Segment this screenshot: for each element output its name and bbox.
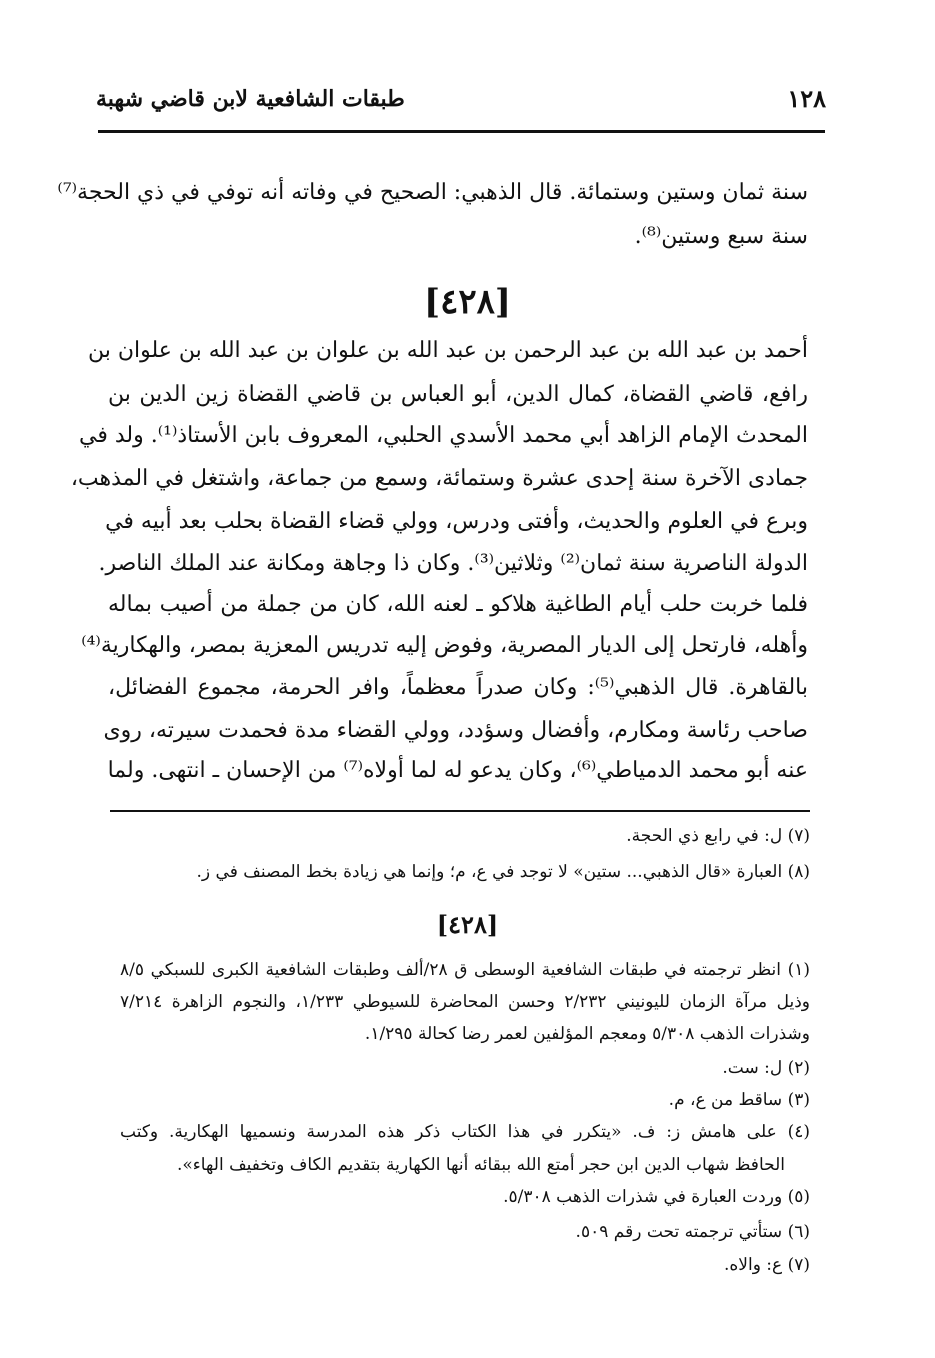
footnote: (٨) العبارة «قال الذهبي... ستين» لا توجد في ع، م؛ وإنما هي زيادة بخط المصنف في ز. — [196, 862, 810, 882]
running-header — [96, 84, 826, 124]
book-title: طبقات الشافعية لابن قاضي شهبة — [96, 86, 405, 112]
footnote-rule — [110, 810, 810, 812]
entry-line: الدولة الناصرية سنة ثمان⁽²⁾ وثلاثين⁽³⁾. وكان ذا وجاهة ومكانة عند الملك الناصر. — [98, 551, 808, 576]
footnote: (٣) ساقط من ع، م. — [668, 1090, 810, 1110]
continued-line: سنة سبع وستين⁽⁸⁾. — [634, 224, 808, 249]
footnote: (٢) ل: ست. — [722, 1058, 810, 1078]
entry-line: وبرع في العلوم والحديث، وأفتى ودرس، وولي قضاء القضاة بحلب بعد أبيه في — [105, 509, 808, 534]
entry-line: جمادى الآخرة سنة إحدى عشرة وستمائة، وسمع من جماعة، واشتغل في المذهب، — [70, 466, 808, 491]
entry-line: أحمد بن عبد الله بن عبد الرحمن بن عبد الله بن علوان بن عبد الله بن علوان بن — [88, 338, 808, 363]
footnote: وشذرات الذهب ٥/٣٠٨ ومعجم المؤلفين لعمر رضا كحالة ١/٢٩٥. — [364, 1024, 810, 1044]
page-number: ١٢٨ — [787, 84, 826, 113]
entry-line: فلما خربت حلب أيام الطاغية هلاكو ـ لعنه الله، كان من جملة من أصيب بماله — [108, 592, 808, 617]
footnote: وذيل مرآة الزمان لليونيني ٢/٢٣٢ وحسن المحاضرة للسيوطي ١/٢٣٣، والنجوم الزاهرة ٧/٢١٤ — [120, 992, 810, 1012]
footnote: (٧) ل: في رابع ذي الحجة. — [626, 826, 810, 846]
entry-line: المحدث الإمام الزاهد أبي محمد الأسدي الحلبي، المعروف بابن الأستاذ⁽¹⁾. ولد في — [79, 423, 808, 448]
entry-line: بالقاهرة. قال الذهبي⁽⁵⁾: وكان صدراً معظماً، وافر الحرمة، مجموع الفضائل، — [108, 675, 808, 700]
footnote: (٥) وردت العبارة في شذرات الذهب ٥/٣٠٨. — [503, 1187, 810, 1207]
header-rule — [98, 130, 825, 133]
entry-line: صاحب رئاسة ومكارم، وأفضال وسؤدد، وولي القضاء مدة فحمدت سيرته، روى — [103, 718, 808, 743]
footnotes-entry-number: [٤٢٨] — [436, 910, 499, 939]
continued-line: سنة ثمان وستين وستمائة. قال الذهبي: الصحيح في وفاته أنه توفي في ذي الحجة⁽⁷⁾ — [57, 180, 808, 205]
footnote: (٧) ع: والاه. — [723, 1255, 810, 1275]
entry-number: [٤٢٨] — [424, 282, 511, 322]
footnote: (٦) ستأتي ترجمته تحت رقم ٥٠٩. — [575, 1222, 810, 1242]
footnote: الحافظ شهاب الدين ابن حجر أمتع الله ببقائه أنها الكهارية بتقديم الكاف وتخفيف الهاء». — [176, 1155, 785, 1175]
footnote: (٤) على هامش ز: ف. «يتكرر في هذا الكتاب ذكر هذه المدرسة ونسميها الهكارية. وكتب — [120, 1122, 810, 1142]
entry-line: عنه أبو محمد الدمياطي⁽⁶⁾، وكان يدعو له لما أولاه⁽⁷⁾ من الإحسان ـ انتهى. ولما — [107, 758, 808, 783]
footnote: (١) انظر ترجمته في طبقات الشافعية الوسطى ق ٢٨/ألف وطبقات الشافعية الكبرى للسبكي ٨/٥ — [120, 960, 810, 980]
entry-line: وأهله، فارتحل إلى الديار المصرية، وفوض إليه تدريس المعزية بمصر، والهكارية⁽⁴⁾ — [81, 633, 808, 658]
entry-line: رافع، قاضي القضاة، كمال الدين، أبو العباس بن قاضي القضاة زين الدين بن — [108, 382, 808, 407]
